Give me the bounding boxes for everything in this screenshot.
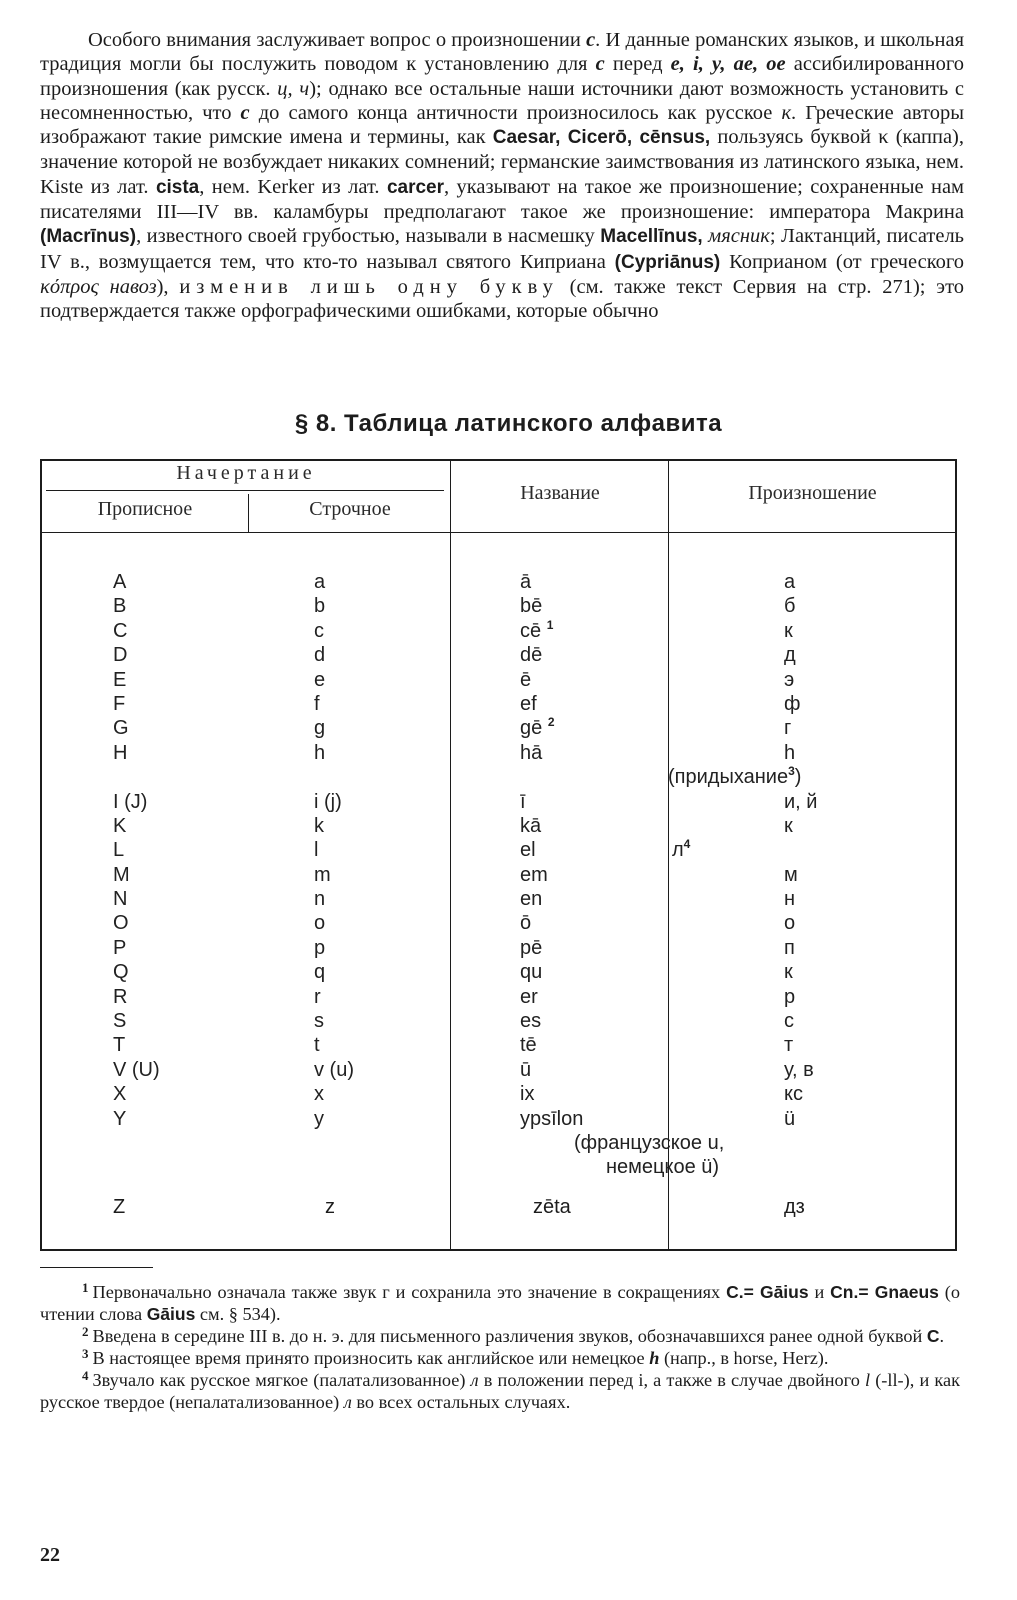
latin-letter: h bbox=[649, 1348, 660, 1369]
gloss: навоз bbox=[109, 275, 157, 298]
table-cell-name: es bbox=[520, 1010, 542, 1033]
table-cell-lower bbox=[314, 1155, 414, 1179]
table-cell-name: ypsīlon bbox=[520, 1107, 584, 1130]
table-cell-upper: R bbox=[113, 985, 128, 1008]
footnote-text: (напр., в horse, Herz). bbox=[663, 1348, 829, 1369]
intro-text: Особого внимания заслуживает вопрос о произношении bbox=[88, 29, 581, 51]
table-cell-name: ē bbox=[520, 668, 532, 691]
table-cell-pron: о bbox=[784, 912, 796, 935]
footnote-text: (о чтении слова bbox=[40, 1282, 961, 1325]
table-cell-lower: b bbox=[314, 595, 326, 618]
table-cell-pron: кс bbox=[784, 1083, 803, 1106]
intro-text: . Греческие авторы изображают такие римские имена и термины, как bbox=[40, 101, 964, 149]
table-cell-lower: d bbox=[314, 644, 326, 667]
table-cell-lower: p bbox=[314, 936, 326, 959]
table-cell-name: bē bbox=[520, 595, 543, 618]
table-cell-pron: $л^4$ bbox=[672, 837, 691, 862]
table-cell-name: cē $^1$ bbox=[520, 617, 554, 642]
table-cell-pron: а bbox=[784, 571, 796, 593]
table-cell-lower: f bbox=[314, 692, 320, 715]
table-cell-pron: т bbox=[784, 1034, 794, 1057]
table-cell-upper: P bbox=[113, 936, 127, 959]
russian-letter: л bbox=[343, 1392, 352, 1413]
table-cell-lower: g bbox=[314, 717, 326, 740]
table-cell-name: ā bbox=[520, 571, 532, 593]
footnote-ref: 2 bbox=[547, 715, 555, 730]
table-cell-pron: (французское u, bbox=[574, 1131, 725, 1154]
z-name: zēta bbox=[533, 1196, 571, 1218]
table-cell-upper: A bbox=[113, 571, 127, 593]
table-cell-lower: q bbox=[314, 961, 326, 984]
footnote-number: 2 bbox=[82, 1324, 89, 1340]
table-cell-pron: к bbox=[784, 814, 793, 837]
header-lower: Строчное bbox=[309, 498, 391, 520]
table-cell-name: pē bbox=[520, 936, 543, 959]
footnote-ref: 3 bbox=[788, 764, 795, 779]
latin-terms: Caesar, Cicerō, cēnsus, bbox=[492, 127, 711, 149]
intro-text: пользуясь буквой κ (каппа), значение которой не возбуждает никаких сомнений; германские заимствования из латинского языка, нем. Kiste из лат. bbox=[40, 126, 965, 198]
table-cell-upper: I (J) bbox=[113, 790, 148, 813]
abbr: Cn.= Gnaeus bbox=[830, 1282, 939, 1302]
table-cell-lower: c bbox=[314, 619, 324, 642]
footnote-number: 3 bbox=[82, 1346, 89, 1362]
header-divider bbox=[46, 490, 444, 491]
footnote-text: Введена в середине III в. до н. э. для письменного различения звуков, обозначавшихся ранее одной буквой bbox=[92, 1326, 923, 1347]
table-cell-name: dē bbox=[520, 644, 543, 667]
table-cell-lower: o bbox=[314, 912, 326, 935]
z-upper: Z bbox=[113, 1196, 126, 1218]
table-cell-name bbox=[520, 765, 660, 789]
table-cell-pron: б bbox=[784, 595, 796, 618]
footnote-text: и bbox=[814, 1282, 825, 1302]
table-cell-upper: L bbox=[113, 839, 125, 862]
table-cell-upper: T bbox=[113, 1034, 126, 1057]
footnote-text: см. § 534). bbox=[199, 1304, 281, 1325]
table-cell-name: em bbox=[520, 863, 548, 886]
table-cell-upper: D bbox=[113, 644, 128, 667]
footnote-text: . bbox=[939, 1326, 945, 1347]
table-cell-upper bbox=[113, 765, 213, 789]
table-cell-pron: п bbox=[784, 936, 795, 959]
table-cell-lower: k bbox=[314, 814, 324, 837]
table-cell-upper: X bbox=[113, 1083, 127, 1106]
russian-letters: ц, ч bbox=[277, 77, 310, 100]
table-cell-name: ef bbox=[520, 692, 537, 715]
table-cell-lower: x bbox=[314, 1083, 324, 1106]
table-cell-lower: l bbox=[314, 839, 319, 862]
intro-text: Коприаном (от греческого bbox=[729, 250, 965, 273]
table-cell-name: ix bbox=[520, 1083, 535, 1106]
table-cell-upper: Y bbox=[113, 1107, 127, 1130]
table-cell-lower: i (j) bbox=[314, 790, 342, 813]
table-cell-pron: к bbox=[784, 961, 793, 984]
table-cell-upper: H bbox=[113, 741, 128, 764]
table-cell-name: er bbox=[520, 985, 538, 1008]
table-cell-lower bbox=[314, 1131, 414, 1155]
table-cell-pron: р bbox=[784, 985, 796, 1008]
table-cell-upper: Q bbox=[113, 961, 129, 984]
column-name bbox=[520, 570, 660, 1180]
table-cell-lower: y bbox=[314, 1107, 324, 1130]
footnote-3 bbox=[40, 1347, 960, 1369]
table-cell-upper bbox=[113, 1131, 213, 1155]
table-cell-lower: t bbox=[314, 1034, 320, 1057]
intro-text: до самого конца античности произносилось как русское bbox=[258, 101, 773, 124]
latin-term: carcer bbox=[386, 176, 444, 198]
spaced-text: изменив лишь одну букву bbox=[179, 275, 559, 298]
latin-term: Gāius bbox=[146, 1304, 196, 1325]
table-cell-lower: e bbox=[314, 668, 326, 691]
footnote-text: Звучало как русское мягкое (палатализованное) bbox=[92, 1370, 466, 1391]
table-cell-name: hā bbox=[520, 741, 543, 764]
footnote-number: 4 bbox=[82, 1368, 89, 1384]
table-cell-upper: V (U) bbox=[113, 1058, 160, 1081]
table-cell-lower: n bbox=[314, 888, 326, 911]
table-cell-pron: с bbox=[784, 1010, 794, 1033]
table-cell-upper: C bbox=[113, 619, 128, 642]
column-pronunciation bbox=[574, 570, 957, 1180]
table-cell-upper: B bbox=[113, 595, 127, 618]
table-cell-upper bbox=[113, 1155, 213, 1179]
column-upper bbox=[113, 570, 213, 1180]
latin-letter: l bbox=[864, 1370, 871, 1391]
intro-text: (см. также текст Сервия на стр. 271); это подтверждается также орфографическими ошибками, которые обычно bbox=[40, 275, 965, 323]
table-cell-pron: (придыхание$^3$) bbox=[668, 764, 802, 789]
table-cell-lower: m bbox=[314, 863, 331, 886]
table-cell-pron: г bbox=[784, 717, 792, 740]
header-upper: Прописное bbox=[97, 498, 193, 520]
table-cell-name: kā bbox=[520, 814, 542, 837]
table-cell-name: el bbox=[520, 839, 536, 862]
table-cell-pron: э bbox=[784, 668, 795, 691]
footnote-4 bbox=[40, 1369, 960, 1413]
intro-text: , нем. Kerker из лат. bbox=[199, 175, 380, 198]
table-cell-pron: ф bbox=[784, 692, 801, 715]
header-name: Название bbox=[520, 482, 600, 504]
table-cell-pron: н bbox=[784, 888, 796, 911]
header-pronunciation: Произношение bbox=[748, 482, 877, 504]
table-cell-upper: N bbox=[113, 888, 128, 911]
footnote-2 bbox=[40, 1325, 960, 1347]
table-cell-lower: r bbox=[314, 985, 321, 1008]
intro-text: ); однако все остальные наши источники дают возможность установить с несомненностью, что bbox=[40, 77, 965, 124]
intro-text: ), bbox=[156, 275, 169, 298]
intro-text: перед bbox=[612, 53, 663, 76]
table-cell-lower bbox=[314, 765, 414, 789]
z-lower: z bbox=[325, 1196, 335, 1218]
col-divider bbox=[450, 461, 451, 1249]
table-cell-upper: O bbox=[113, 912, 129, 935]
footnote-text: В настоящее время принято произносить как английское или немецкое bbox=[92, 1348, 645, 1369]
table-cell-pron: h bbox=[784, 741, 796, 764]
table-cell-name: tē bbox=[520, 1034, 537, 1057]
intro-text: . И данные романских языков, и школьная традиция могли бы послужить поводом к установлению для bbox=[40, 29, 964, 76]
footnotes bbox=[40, 1281, 960, 1414]
russian-letter: л bbox=[470, 1370, 479, 1391]
table-cell-pron: немецкое ü) bbox=[606, 1156, 720, 1179]
z-pron: дз bbox=[784, 1196, 805, 1218]
table-cell-name: ū bbox=[520, 1058, 532, 1081]
table-cell-upper: F bbox=[113, 692, 126, 715]
footnote-text: (-ll-), и как русское твердое (непалатализованное) bbox=[40, 1370, 960, 1413]
footnote-ref: 4 bbox=[683, 837, 691, 852]
header-group-nachertanie: Начертание bbox=[176, 462, 316, 484]
footnote-text: Первоначально означала также звук г и сохранила это значение в сокращениях bbox=[92, 1282, 721, 1302]
table-cell-name: en bbox=[520, 888, 543, 911]
abbr: C.= Gāius bbox=[726, 1282, 809, 1302]
intro-text: ; Лактанций, писатель IV в., возмущается тем, что кто-то называл святого Киприана bbox=[40, 225, 965, 273]
intro-text: , известного своей грубостью, называли в насмешку bbox=[136, 225, 595, 248]
table-cell-upper: M bbox=[113, 863, 130, 886]
table-cell-name: ī bbox=[520, 790, 526, 813]
table-cell-upper: K bbox=[113, 814, 127, 837]
table-cell-lower: h bbox=[314, 741, 326, 764]
table-cell-pron: ü bbox=[784, 1107, 796, 1130]
footnote-1 bbox=[40, 1281, 960, 1325]
latin-vowels: e, i, y, ae, oe bbox=[670, 53, 786, 76]
latin-letter: C bbox=[926, 1326, 940, 1347]
table-cell-name: ō bbox=[520, 912, 532, 935]
russian-letter: к bbox=[781, 101, 792, 124]
table-cell-pron: м bbox=[784, 863, 798, 886]
latin-letter: c bbox=[586, 29, 596, 51]
table-cell-upper: S bbox=[113, 1010, 127, 1033]
latin-letter: c bbox=[240, 101, 250, 124]
table-cell-upper: G bbox=[113, 717, 129, 740]
table-cell-name: gē $^2$ bbox=[520, 715, 555, 740]
latin-term: (Cypriānus) bbox=[614, 251, 721, 273]
latin-term: (Macrīnus) bbox=[40, 226, 137, 248]
intro-text: ассибилированного произношения (как русск. bbox=[40, 53, 964, 100]
header-bottom-rule bbox=[42, 532, 955, 533]
greek-word: κόπρος bbox=[40, 275, 99, 298]
table-cell-lower: a bbox=[314, 571, 326, 593]
page-number: 22 bbox=[40, 1544, 60, 1566]
table-cell-pron: у, в bbox=[784, 1058, 814, 1081]
latin-letter: c bbox=[595, 53, 605, 76]
header-col-divider bbox=[248, 494, 249, 532]
table-cell-upper: E bbox=[113, 668, 127, 691]
column-lower bbox=[314, 570, 414, 1180]
table-cell-pron: и, й bbox=[784, 790, 818, 813]
latin-term: cista bbox=[155, 176, 200, 198]
intro-text: , указывают на такое же произношение; сохраненные нам писателями III—IV вв. каламбуры предполагают такое же произношение: императора Макрина bbox=[40, 175, 965, 224]
footnote-rule bbox=[40, 1267, 153, 1268]
footnote-text: во всех остальных случаях. bbox=[356, 1392, 571, 1413]
table-cell-name: qu bbox=[520, 961, 543, 984]
intro-paragraph bbox=[40, 28, 964, 324]
table-cell-lower: s bbox=[314, 1010, 324, 1033]
footnote-number: 1 bbox=[82, 1280, 89, 1295]
table-cell-lower: v (u) bbox=[314, 1058, 354, 1081]
gloss: мясник bbox=[708, 225, 770, 248]
footnote-ref: 1 bbox=[546, 617, 554, 632]
section-title: § 8. Таблица латинского алфавита bbox=[294, 410, 723, 437]
table-cell-pron: к bbox=[784, 619, 793, 642]
footnote-text: в положении перед i, а также в случае двойного bbox=[483, 1370, 860, 1391]
table-cell-pron: д bbox=[784, 644, 796, 667]
latin-term: Macellīnus, bbox=[600, 226, 703, 248]
